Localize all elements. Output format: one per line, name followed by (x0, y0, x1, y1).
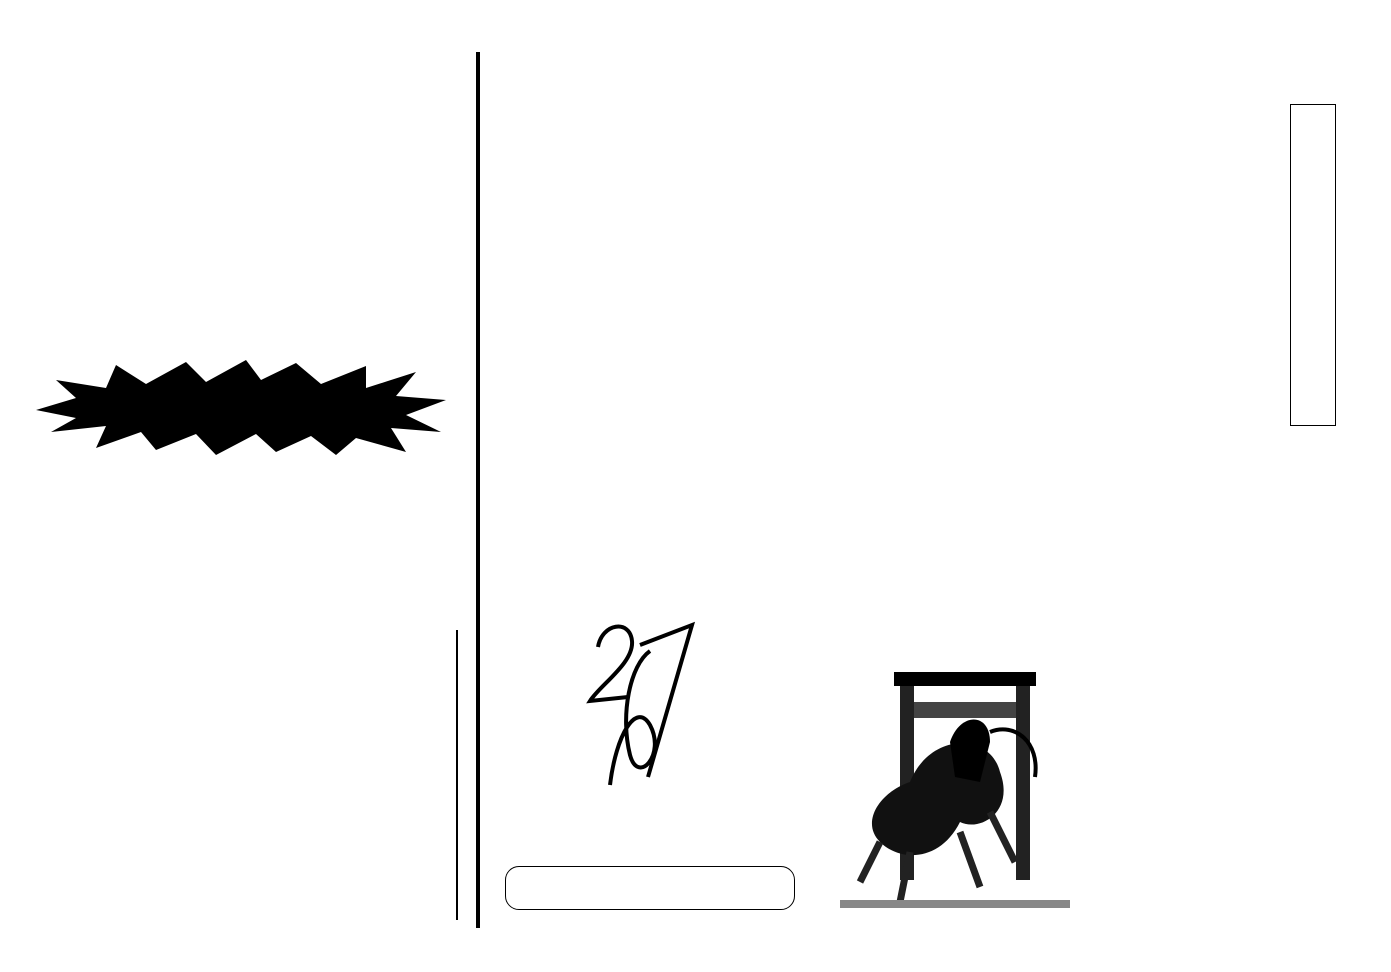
warrior-horse-illustration (840, 672, 1070, 922)
zodiac-puzzle-grid (140, 718, 332, 910)
guess-box (505, 866, 795, 910)
puzzle-side-rule (456, 630, 458, 920)
right-border-strip (1352, 62, 1391, 938)
title-backdrop (565, 0, 825, 56)
handwritten-numbers (580, 605, 710, 795)
win-slogan-title (90, 378, 380, 438)
bottom-border-strip (0, 938, 1391, 972)
column-divider (476, 52, 480, 928)
zodiac-weekly-box (1290, 104, 1336, 426)
left-border-strip (0, 62, 34, 938)
bagua-title-arc (900, 488, 1300, 608)
